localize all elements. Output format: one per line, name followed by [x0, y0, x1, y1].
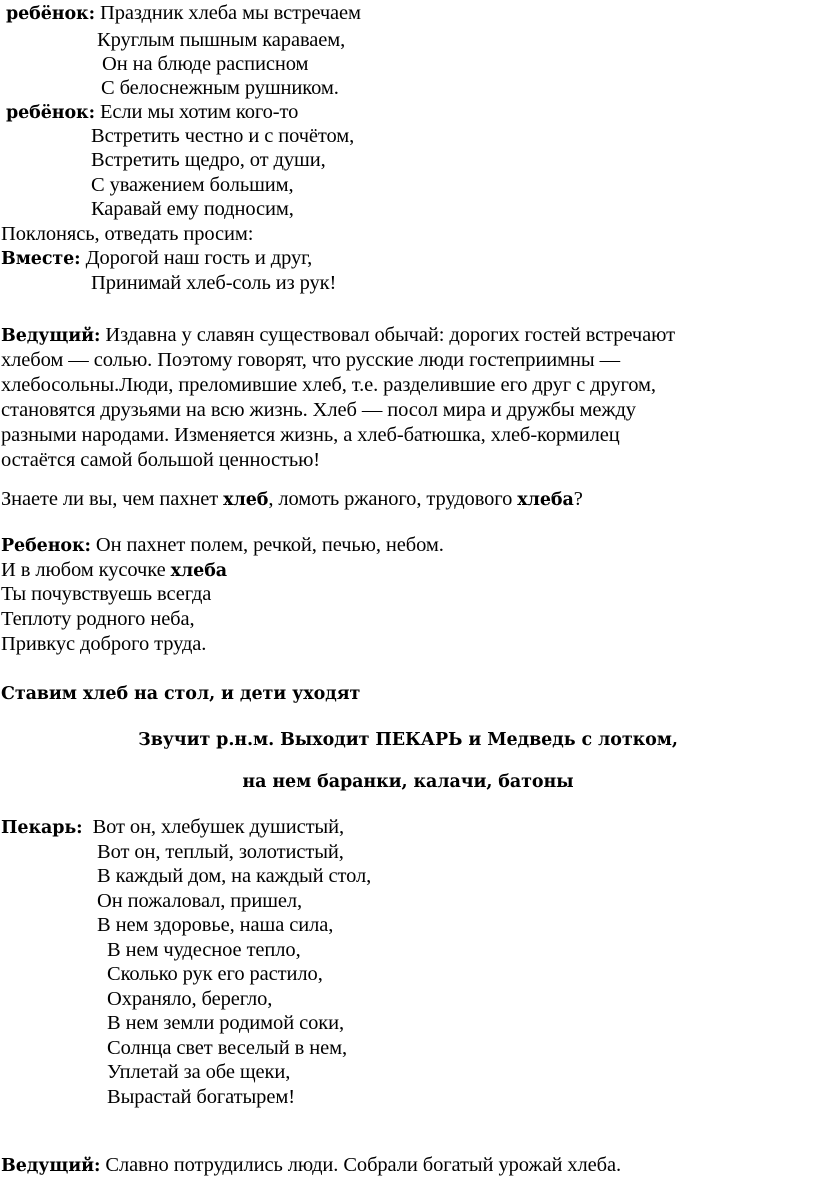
baker-line-3: В каждый дом, на каждый стол, — [97, 865, 372, 887]
paragraph-text: Славно потрудились люди. Собрали богатый урожай хлеба. — [105, 1154, 621, 1176]
host2-line — [1, 1153, 621, 1178]
speaker-label: ребёнок: — [6, 4, 95, 24]
question-text-2: , ломоть ржаного, трудового — [268, 488, 518, 510]
baker-line-12: Вырастай богатырем! — [107, 1086, 295, 1108]
poem2-line-3: Встретить щедро, от души, — [91, 149, 326, 171]
baker-line-8: Охраняло, берегло, — [107, 988, 273, 1010]
poem2-line-1 — [6, 100, 298, 125]
stage-direction-1: Ставим хлеб на стол, и дети уходят — [1, 684, 361, 704]
host1-line-5: разными народами. Изменяется жизнь, а хлеб-батюшка, хлеб-кормилец — [1, 424, 620, 446]
baker-line-6: В нем чудесное тепло, — [107, 939, 301, 961]
child3-line-5: Привкус доброго труда. — [1, 633, 207, 655]
speaker-label: Вместе: — [1, 249, 81, 269]
baker-line-9: В нем земли родимой соки, — [107, 1012, 344, 1034]
baker-line-7: Сколько рук его растило, — [107, 963, 323, 985]
child3-line-4: Теплоту родного неба, — [1, 608, 195, 630]
question-text-3: ? — [573, 488, 583, 510]
poem2-line-5: Каравай ему подносим, — [91, 198, 294, 220]
baker-line-5: В нем здоровье, наша сила, — [97, 914, 334, 936]
verse-text: Вот он, хлебушек душистый, — [92, 816, 344, 838]
speaker-label: Ведущий: — [1, 326, 101, 346]
question-bold-2: хлеба — [517, 490, 574, 510]
child3-line-3: Ты почувствуешь всегда — [1, 583, 212, 605]
poem1-line-2: Круглым пышным караваем, — [97, 29, 346, 51]
verse-text: Если мы хотим кого-то — [100, 101, 299, 123]
baker-line-11: Уплетай за обе щеки, — [107, 1061, 291, 1083]
host1-line-3: хлебосольны.Люди, преломившие хлеб, т.е. разделившие его друг с другом, — [1, 374, 656, 396]
baker-line-10: Солнца свет веселый в нем, — [107, 1037, 347, 1059]
verse-text: Праздник хлеба мы встречаем — [100, 2, 361, 24]
baker-line-2: Вот он, теплый, золотистый, — [97, 841, 344, 863]
poem1-line-1 — [6, 1, 361, 26]
question-text-1: Знаете ли вы, чем пахнет — [1, 488, 224, 510]
together-line-2: Принимай хлеб-соль из рук! — [91, 272, 337, 294]
speaker-label: Ребенок: — [1, 536, 91, 556]
poem1-line-4: С белоснежным рушником. — [101, 77, 339, 99]
speaker-label: Пекарь: — [1, 818, 83, 838]
child3-line-1 — [1, 533, 444, 558]
poem1-line-3: Он на блюде расписном — [102, 53, 309, 75]
speaker-label: ребёнок: — [6, 103, 95, 123]
poem2-line-6: Поклонясь, отведать просим: — [1, 223, 254, 245]
poem2-line-4: С уважением большим, — [91, 174, 294, 196]
host1-line-6: остаётся самой большой ценностью! — [1, 449, 321, 471]
stage-direction-3: на нем баранки, калачи, батоны — [242, 772, 574, 792]
child3-line-2 — [1, 558, 227, 583]
question-bold-1: хлеб — [223, 490, 269, 510]
stage-direction-2: Звучит р.н.м. Выходит ПЕКАРЬ и Медведь с лотком, — [138, 730, 678, 750]
verse-bold: хлеба — [170, 561, 228, 581]
together-line-1 — [1, 246, 312, 271]
paragraph-text: Издавна у славян существовал обычай: дорогих гостей встречают — [105, 324, 675, 346]
verse-text: Дорогой наш гость и друг, — [85, 247, 313, 269]
baker-line-1 — [1, 815, 344, 840]
verse-text: Он пахнет полем, речкой, печью, небом. — [95, 534, 444, 556]
host1-line-2: хлебом — солью. Поэтому говорят, что русские люди гостеприимны — — [1, 349, 621, 371]
host1-line-1 — [1, 323, 675, 348]
verse-text: И в любом кусочке — [1, 559, 171, 581]
speaker-label: Ведущий: — [1, 1156, 101, 1176]
question-line — [1, 487, 583, 512]
host1-line-4: становятся друзьями на всю жизнь. Хлеб — посол мира и дружбы между — [1, 399, 636, 421]
poem2-line-2: Встретить честно и с почётом, — [91, 125, 355, 147]
baker-line-4: Он пожаловал, пришел, — [97, 890, 303, 912]
